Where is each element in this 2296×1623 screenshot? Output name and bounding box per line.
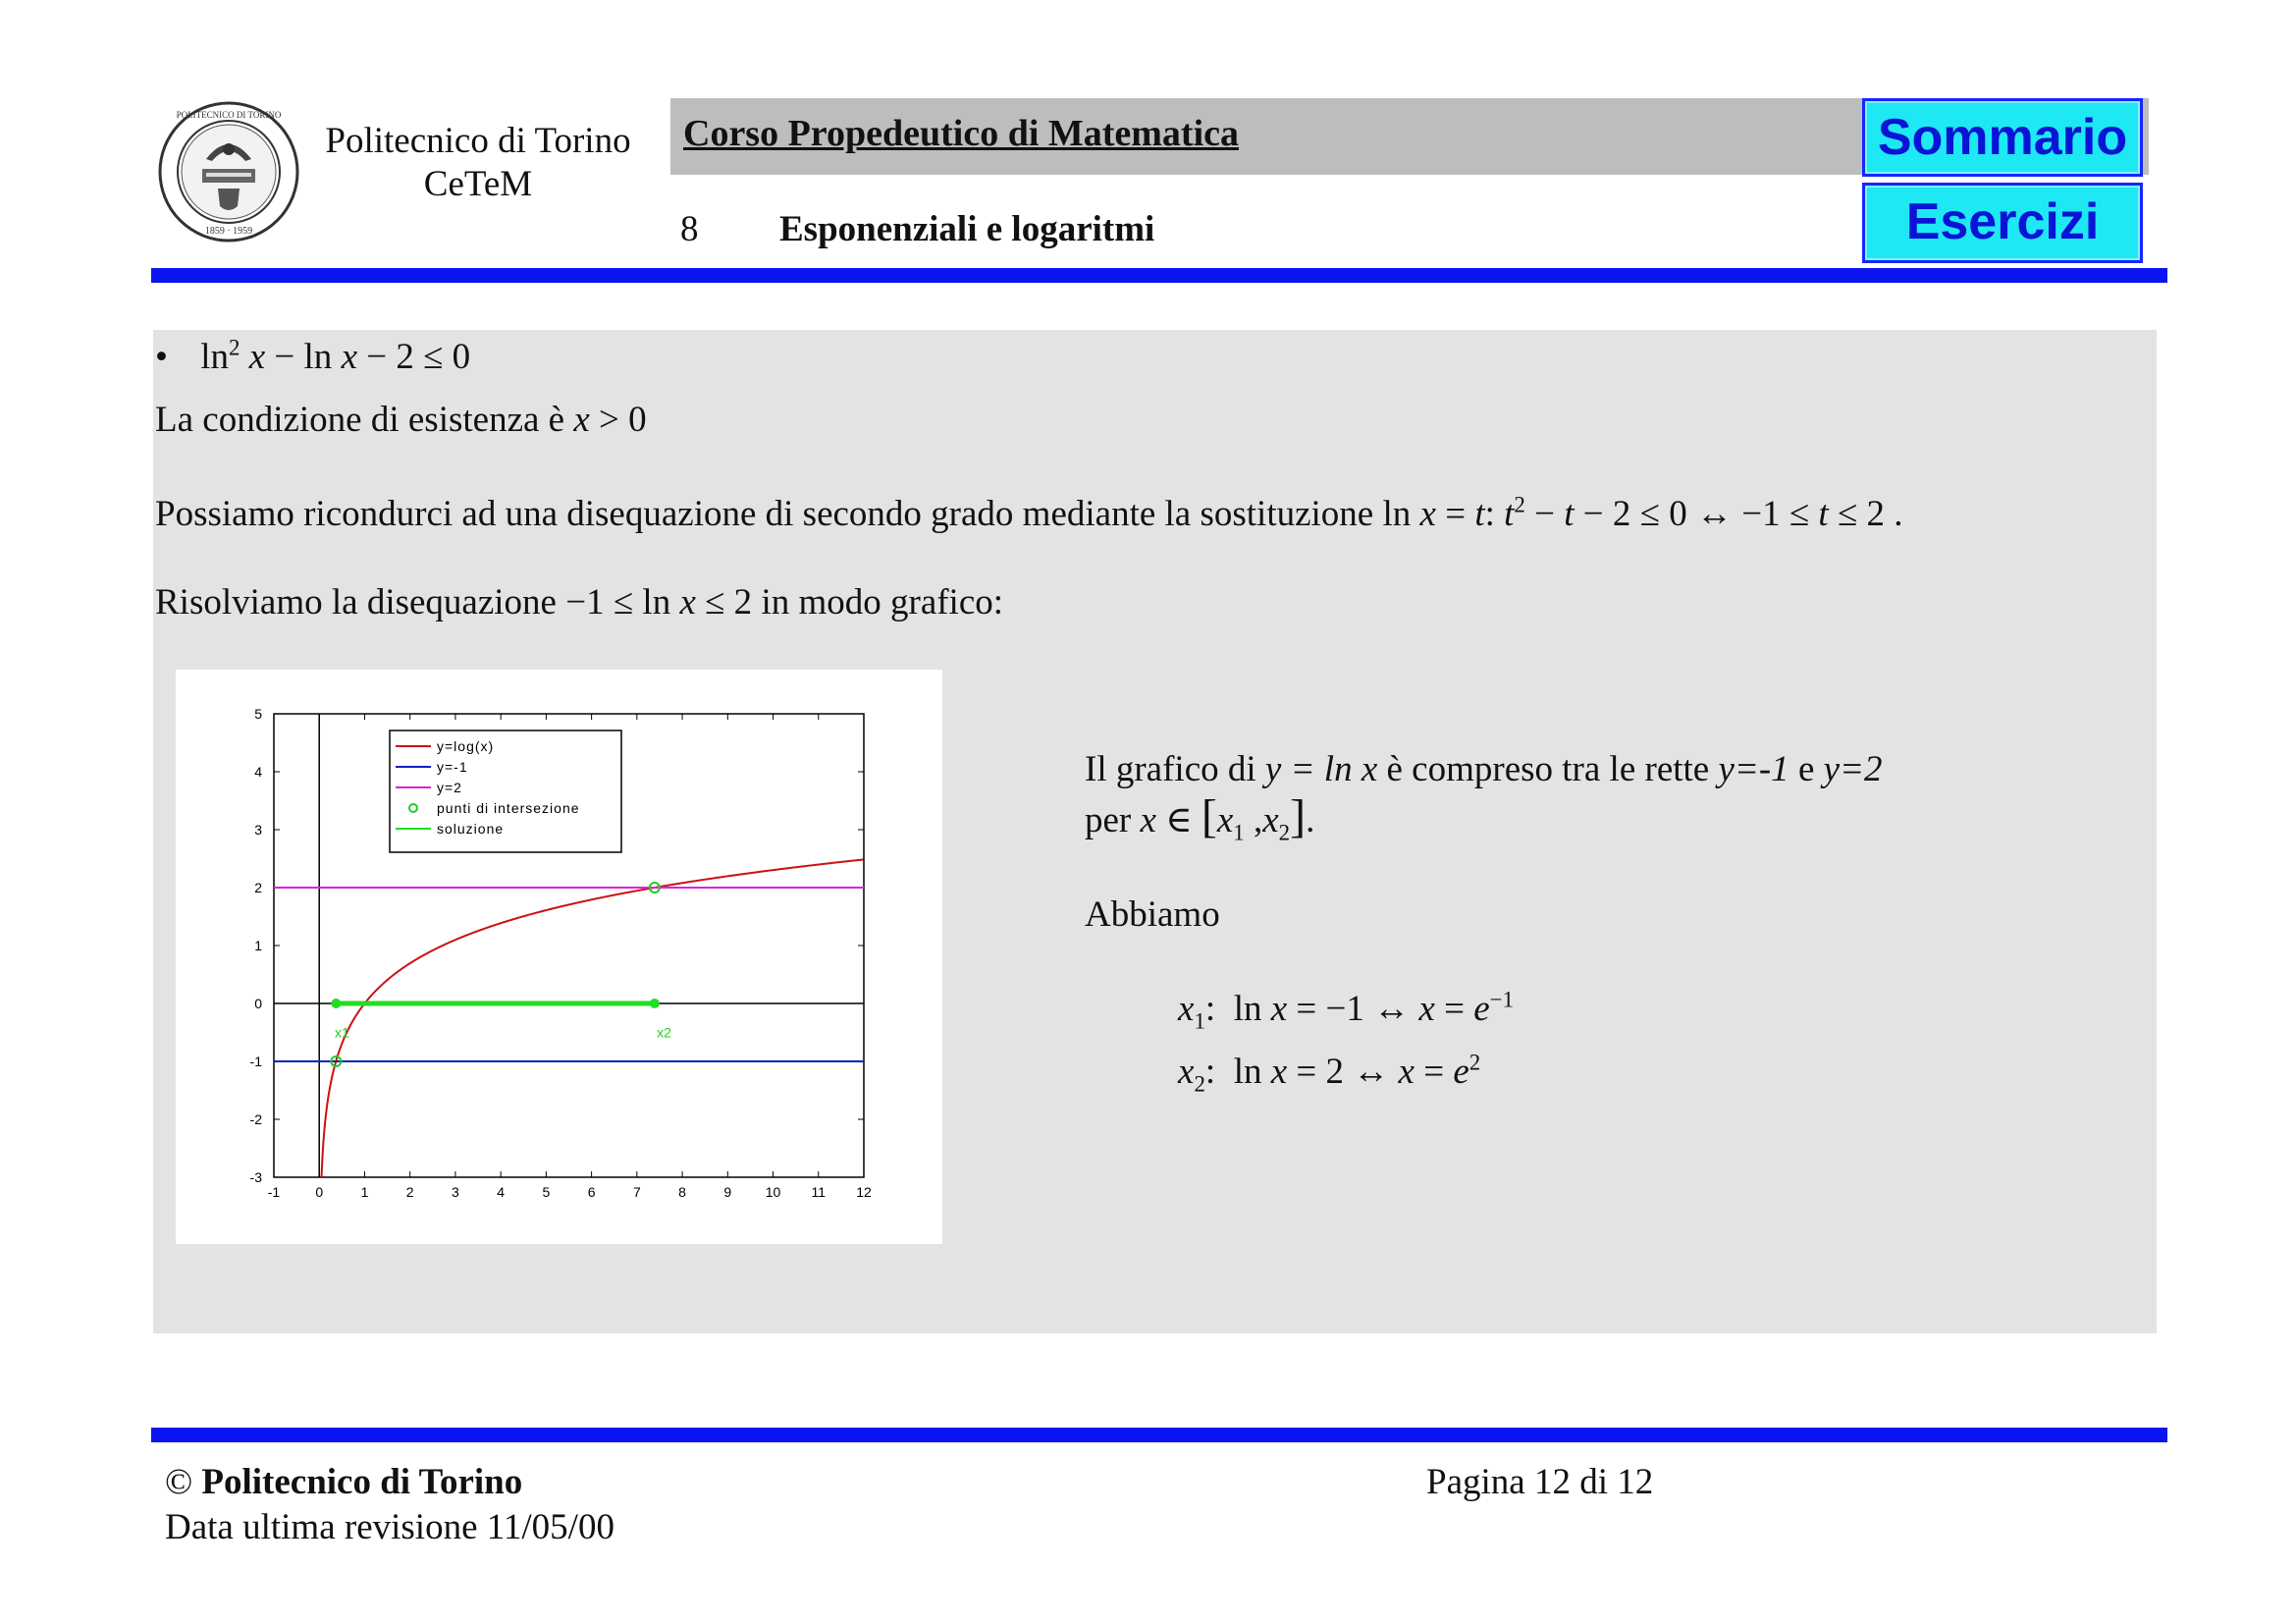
inequality-formula: $\ln^2 x - \ln x - 2 \le 0$ <box>200 335 471 377</box>
legend-entry: soluzione <box>437 821 505 837</box>
seal-text-bottom: 1859 · 1959 <box>204 226 253 237</box>
x-tick-label: 7 <box>632 1184 641 1200</box>
revision-date: Data ultima revisione 11/05/00 <box>165 1507 614 1547</box>
bullet-glyph: • <box>155 337 168 377</box>
legend-box <box>390 730 621 852</box>
explanation-line-2: per x ∈ [$x_1$ $,x_2$]. <box>1085 790 1315 845</box>
copyright-notice: © Politecnico di Torino <box>165 1462 523 1502</box>
x-tick-label: 4 <box>497 1184 506 1200</box>
exercise-item <box>155 336 470 379</box>
y-tick-label: -2 <box>249 1111 262 1127</box>
section-title: Esponenziali e logaritmi <box>779 209 1155 249</box>
x-tick-label: 8 <box>678 1184 686 1200</box>
esercizi-button[interactable]: Esercizi <box>1862 183 2143 263</box>
legend-entry: y=2 <box>437 780 462 795</box>
log-chart <box>176 670 942 1244</box>
substitution-formula: ln x = t: $t^2 - t - 2 \le 0$ ↔ −1 ≤ t ≤ 2 . <box>1382 492 1903 534</box>
x-tick-label: -1 <box>267 1184 281 1200</box>
legend-entry: punti di intersezione <box>437 800 580 816</box>
footer-divider <box>151 1428 2167 1442</box>
y-tick-label: 4 <box>254 764 262 780</box>
annotation-label: x2 <box>657 1024 671 1041</box>
x-tick-label: 11 <box>811 1184 827 1200</box>
x-tick-label: 12 <box>856 1184 872 1200</box>
institution-unit: CeTeM <box>423 164 533 204</box>
substitution-paragraph: Possiamo ricondurci ad una disequazione di secondo grado mediante la sostituzione ln x = t: $t^2 - t - 2 \le 0$ ↔ −1 ≤ t ≤ 2 . <box>155 492 1903 534</box>
section-number: 8 <box>680 209 699 249</box>
log-chart-svg <box>176 670 942 1244</box>
legend-entry: y=log(x) <box>437 738 495 754</box>
annotation-label: x1 <box>334 1024 349 1041</box>
solution-endpoint <box>331 999 341 1008</box>
legend-entry: y=-1 <box>437 759 468 775</box>
x-tick-label: 0 <box>315 1184 324 1200</box>
y-tick-label: 5 <box>254 706 262 722</box>
seal-text-top: POLITECNICO DI TORINO <box>176 110 282 120</box>
y-tick-label: -3 <box>249 1169 262 1185</box>
y-tick-label: 0 <box>254 996 262 1011</box>
graphic-method-paragraph: Risolviamo la disequazione −1 ≤ ln x ≤ 2 in modo grafico: <box>155 582 1004 622</box>
x-tick-label: 1 <box>360 1184 369 1200</box>
solution-endpoint <box>650 999 660 1008</box>
x-tick-label: 6 <box>587 1184 596 1200</box>
existence-condition: La condizione di esistenza è x > 0 <box>155 400 647 440</box>
x-tick-label: 3 <box>452 1184 459 1200</box>
page-indicator: Pagina 12 di 12 <box>1426 1462 1654 1502</box>
series-curve-log <box>322 859 864 1176</box>
university-seal <box>157 100 300 243</box>
x2-equation: $x_2$: ln x = 2 ↔ $x = e^2$ <box>1178 1050 1481 1097</box>
x-tick-label: 5 <box>542 1184 551 1200</box>
abbiamo-label: Abbiamo <box>1085 894 1220 935</box>
y-tick-label: 2 <box>254 880 262 895</box>
x-tick-label: 2 <box>405 1184 414 1200</box>
y-tick-label: 1 <box>254 938 262 953</box>
explanation-line-1: Il grafico di y = ln x è compreso tra le rette y=-1 e y=2 <box>1085 749 1883 789</box>
sommario-button[interactable]: Sommario <box>1862 98 2143 177</box>
header-divider <box>151 268 2167 283</box>
y-tick-label: -1 <box>249 1054 262 1069</box>
x1-equation: $x_1$: ln x = −1 ↔ $x = e^{-1}$ <box>1178 987 1515 1034</box>
course-title: Corso Propedeutico di Matematica <box>683 113 1240 154</box>
x-tick-label: 10 <box>765 1184 781 1200</box>
y-tick-label: 3 <box>254 822 262 838</box>
institution-name: Politecnico di Torino <box>325 121 631 161</box>
x-tick-label: 9 <box>723 1184 732 1200</box>
